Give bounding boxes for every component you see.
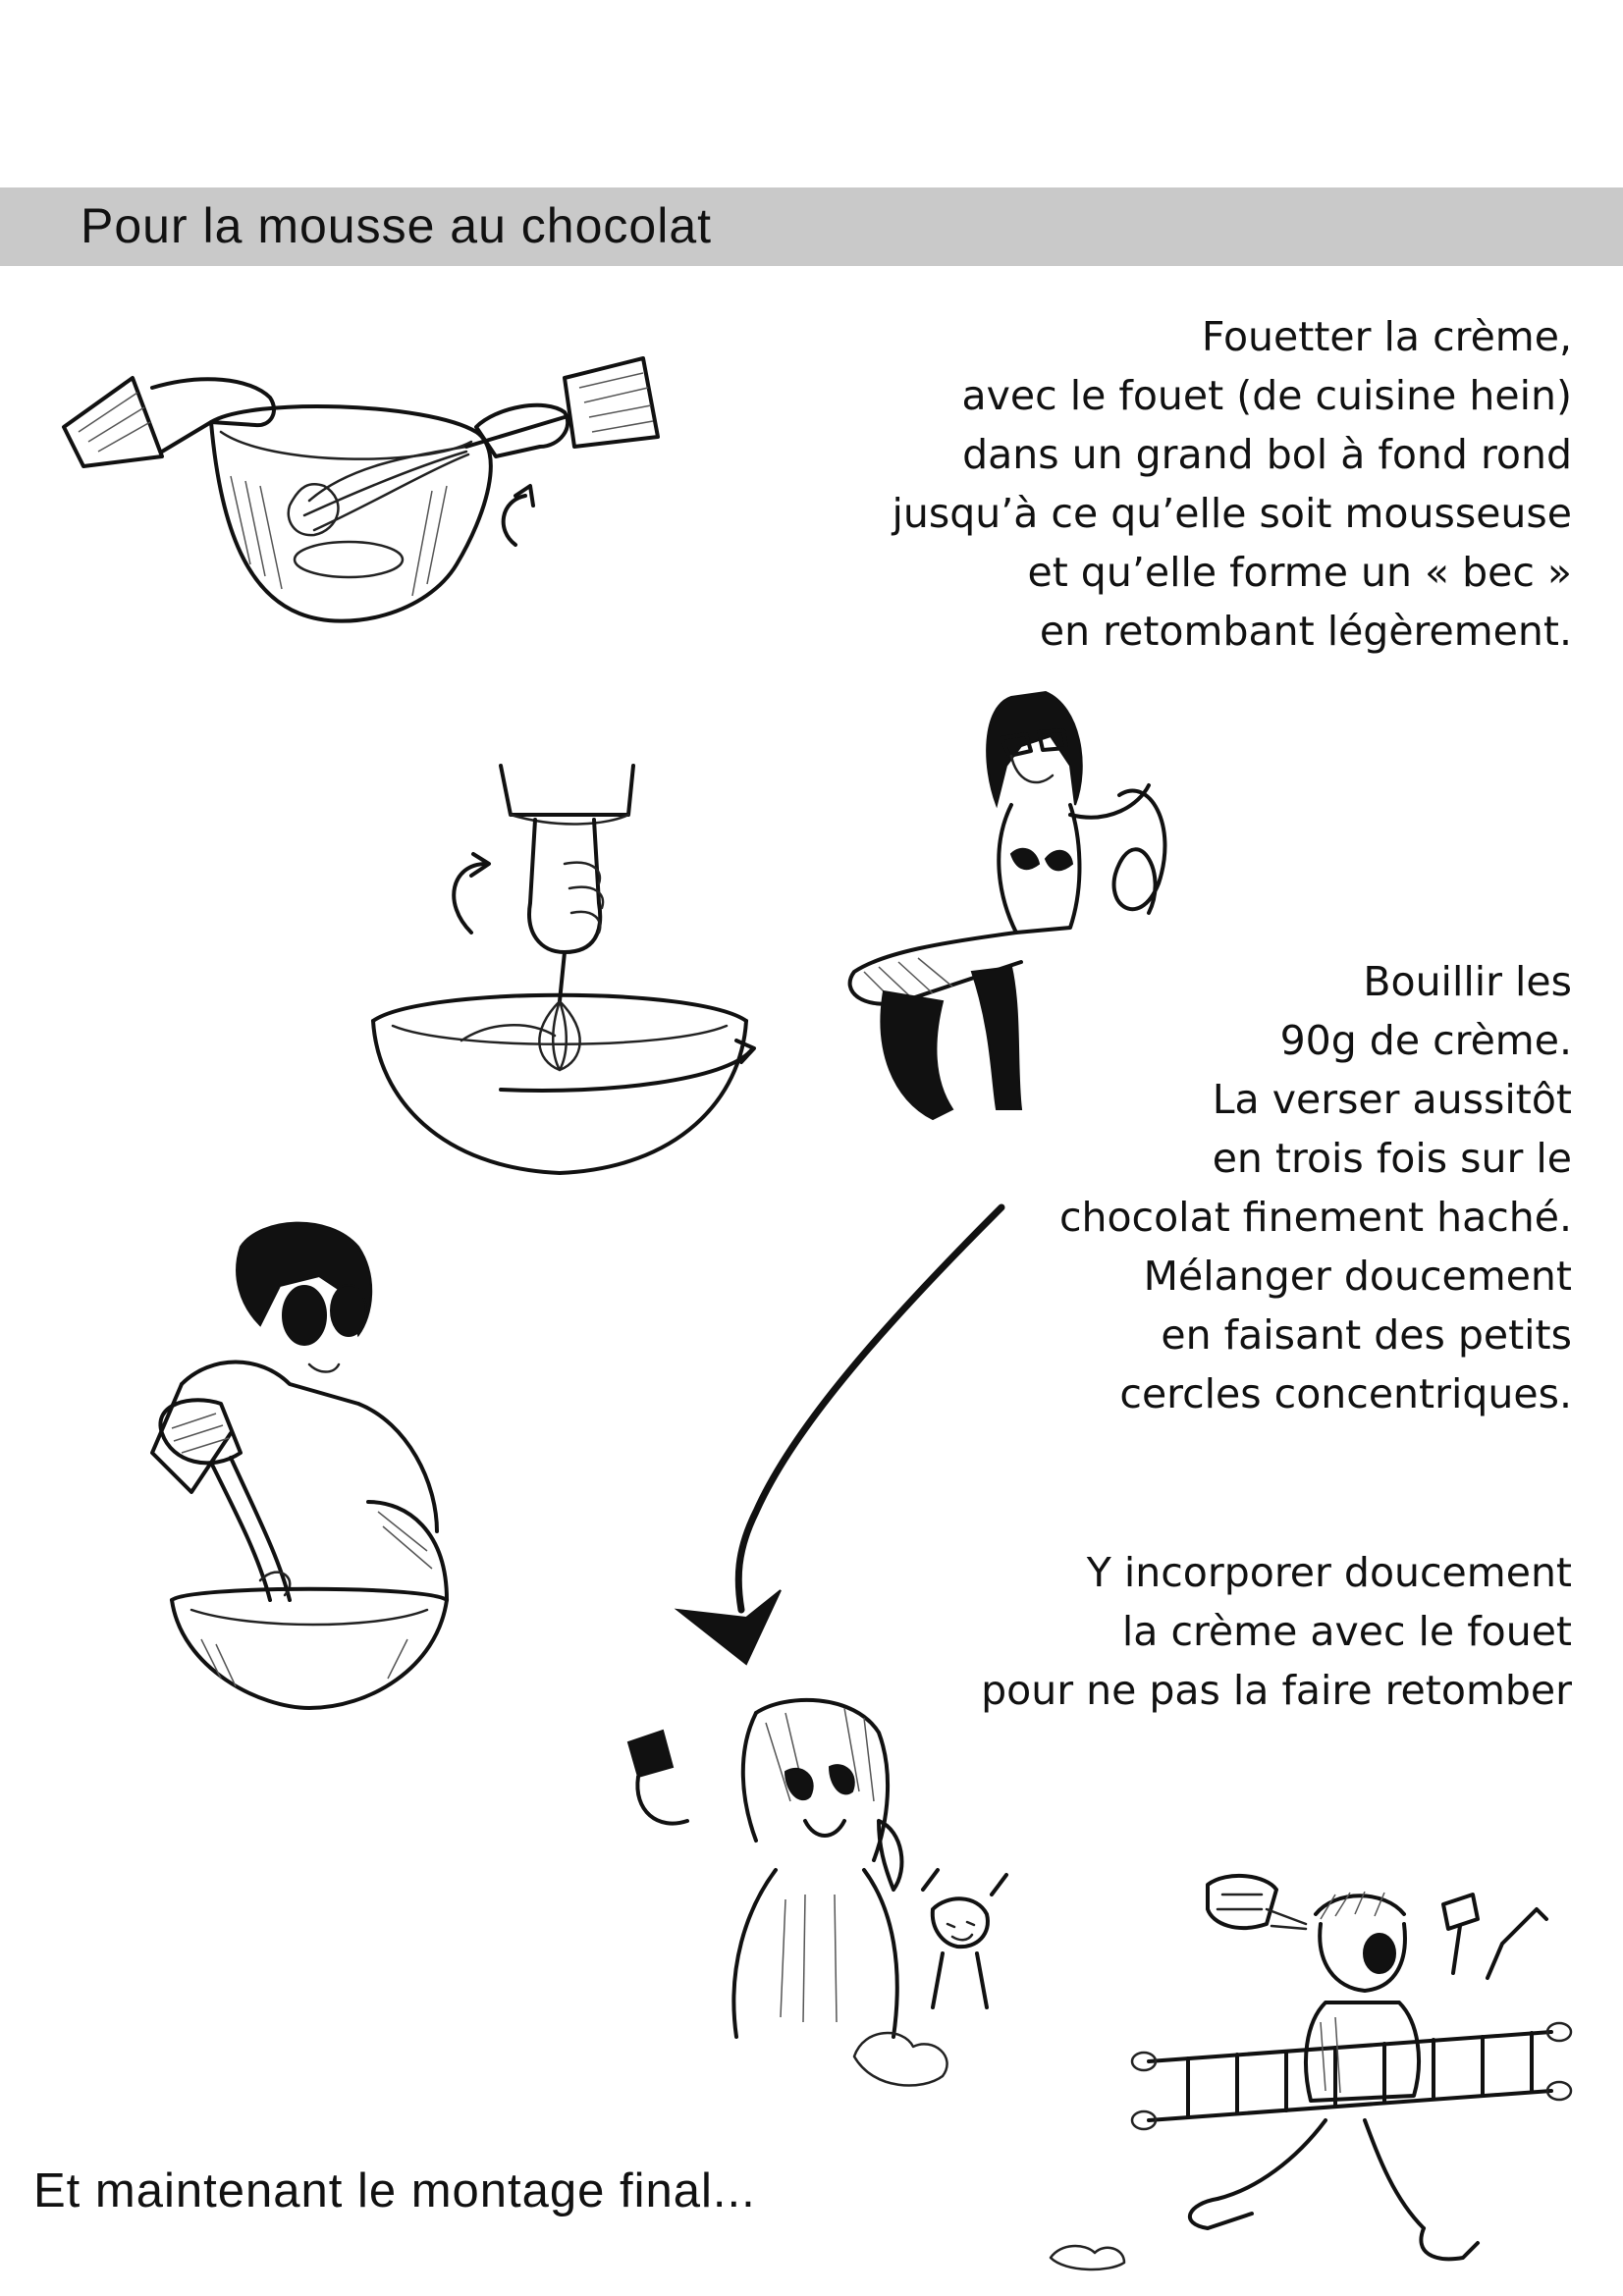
step-2-line: cercles concentriques. [1119,1370,1572,1417]
step-1-line: Fouetter la crème, [1201,313,1572,360]
step-1-line: jusqu’à ce qu’elle soit mousseuse [892,490,1572,537]
step-2-line: en trois fois sur le [1212,1135,1572,1182]
pouring-character-illustration [113,1207,506,1757]
step-3-line: pour ne pas la faire retomber [981,1667,1572,1714]
chocolate-girl-illustration [609,1683,1051,2096]
step-1-line: en retombant légèrement. [1039,608,1572,655]
step-2-line: 90g de crème. [1279,1017,1572,1064]
ladder-runner-illustration [1041,1865,1591,2287]
step-3-text [981,1543,1572,1720]
step-2-line: La verser aussitôt [1212,1076,1572,1123]
curved-arrow-illustration [668,1198,1021,1669]
woman-sketch-illustration [825,677,1237,1148]
section-title: Pour la mousse au chocolat [81,198,713,253]
step-1-text [892,307,1572,661]
step-3-line: la crème avec le fouet [1121,1608,1572,1655]
step-2-line: en faisant des petits [1161,1311,1572,1359]
step-2-line: Mélanger doucement [1143,1253,1572,1300]
mixing-bowl-illustration [363,756,776,1188]
step-3-line: Y incorporer doucement [1086,1549,1572,1596]
step-1-line: avec le fouet (de cuisine hein) [961,372,1572,419]
step-1-line: et qu’elle forme un « bec » [1027,549,1572,596]
step-2-line: chocolat finement haché. [1058,1194,1572,1241]
step-1-line: dans un grand bol à fond rond [962,431,1572,478]
step-2-line: Bouillir les [1363,958,1572,1005]
whisk-bowl-illustration [54,319,663,653]
closing-line: Et maintenant le montage final... [33,2164,756,2217]
